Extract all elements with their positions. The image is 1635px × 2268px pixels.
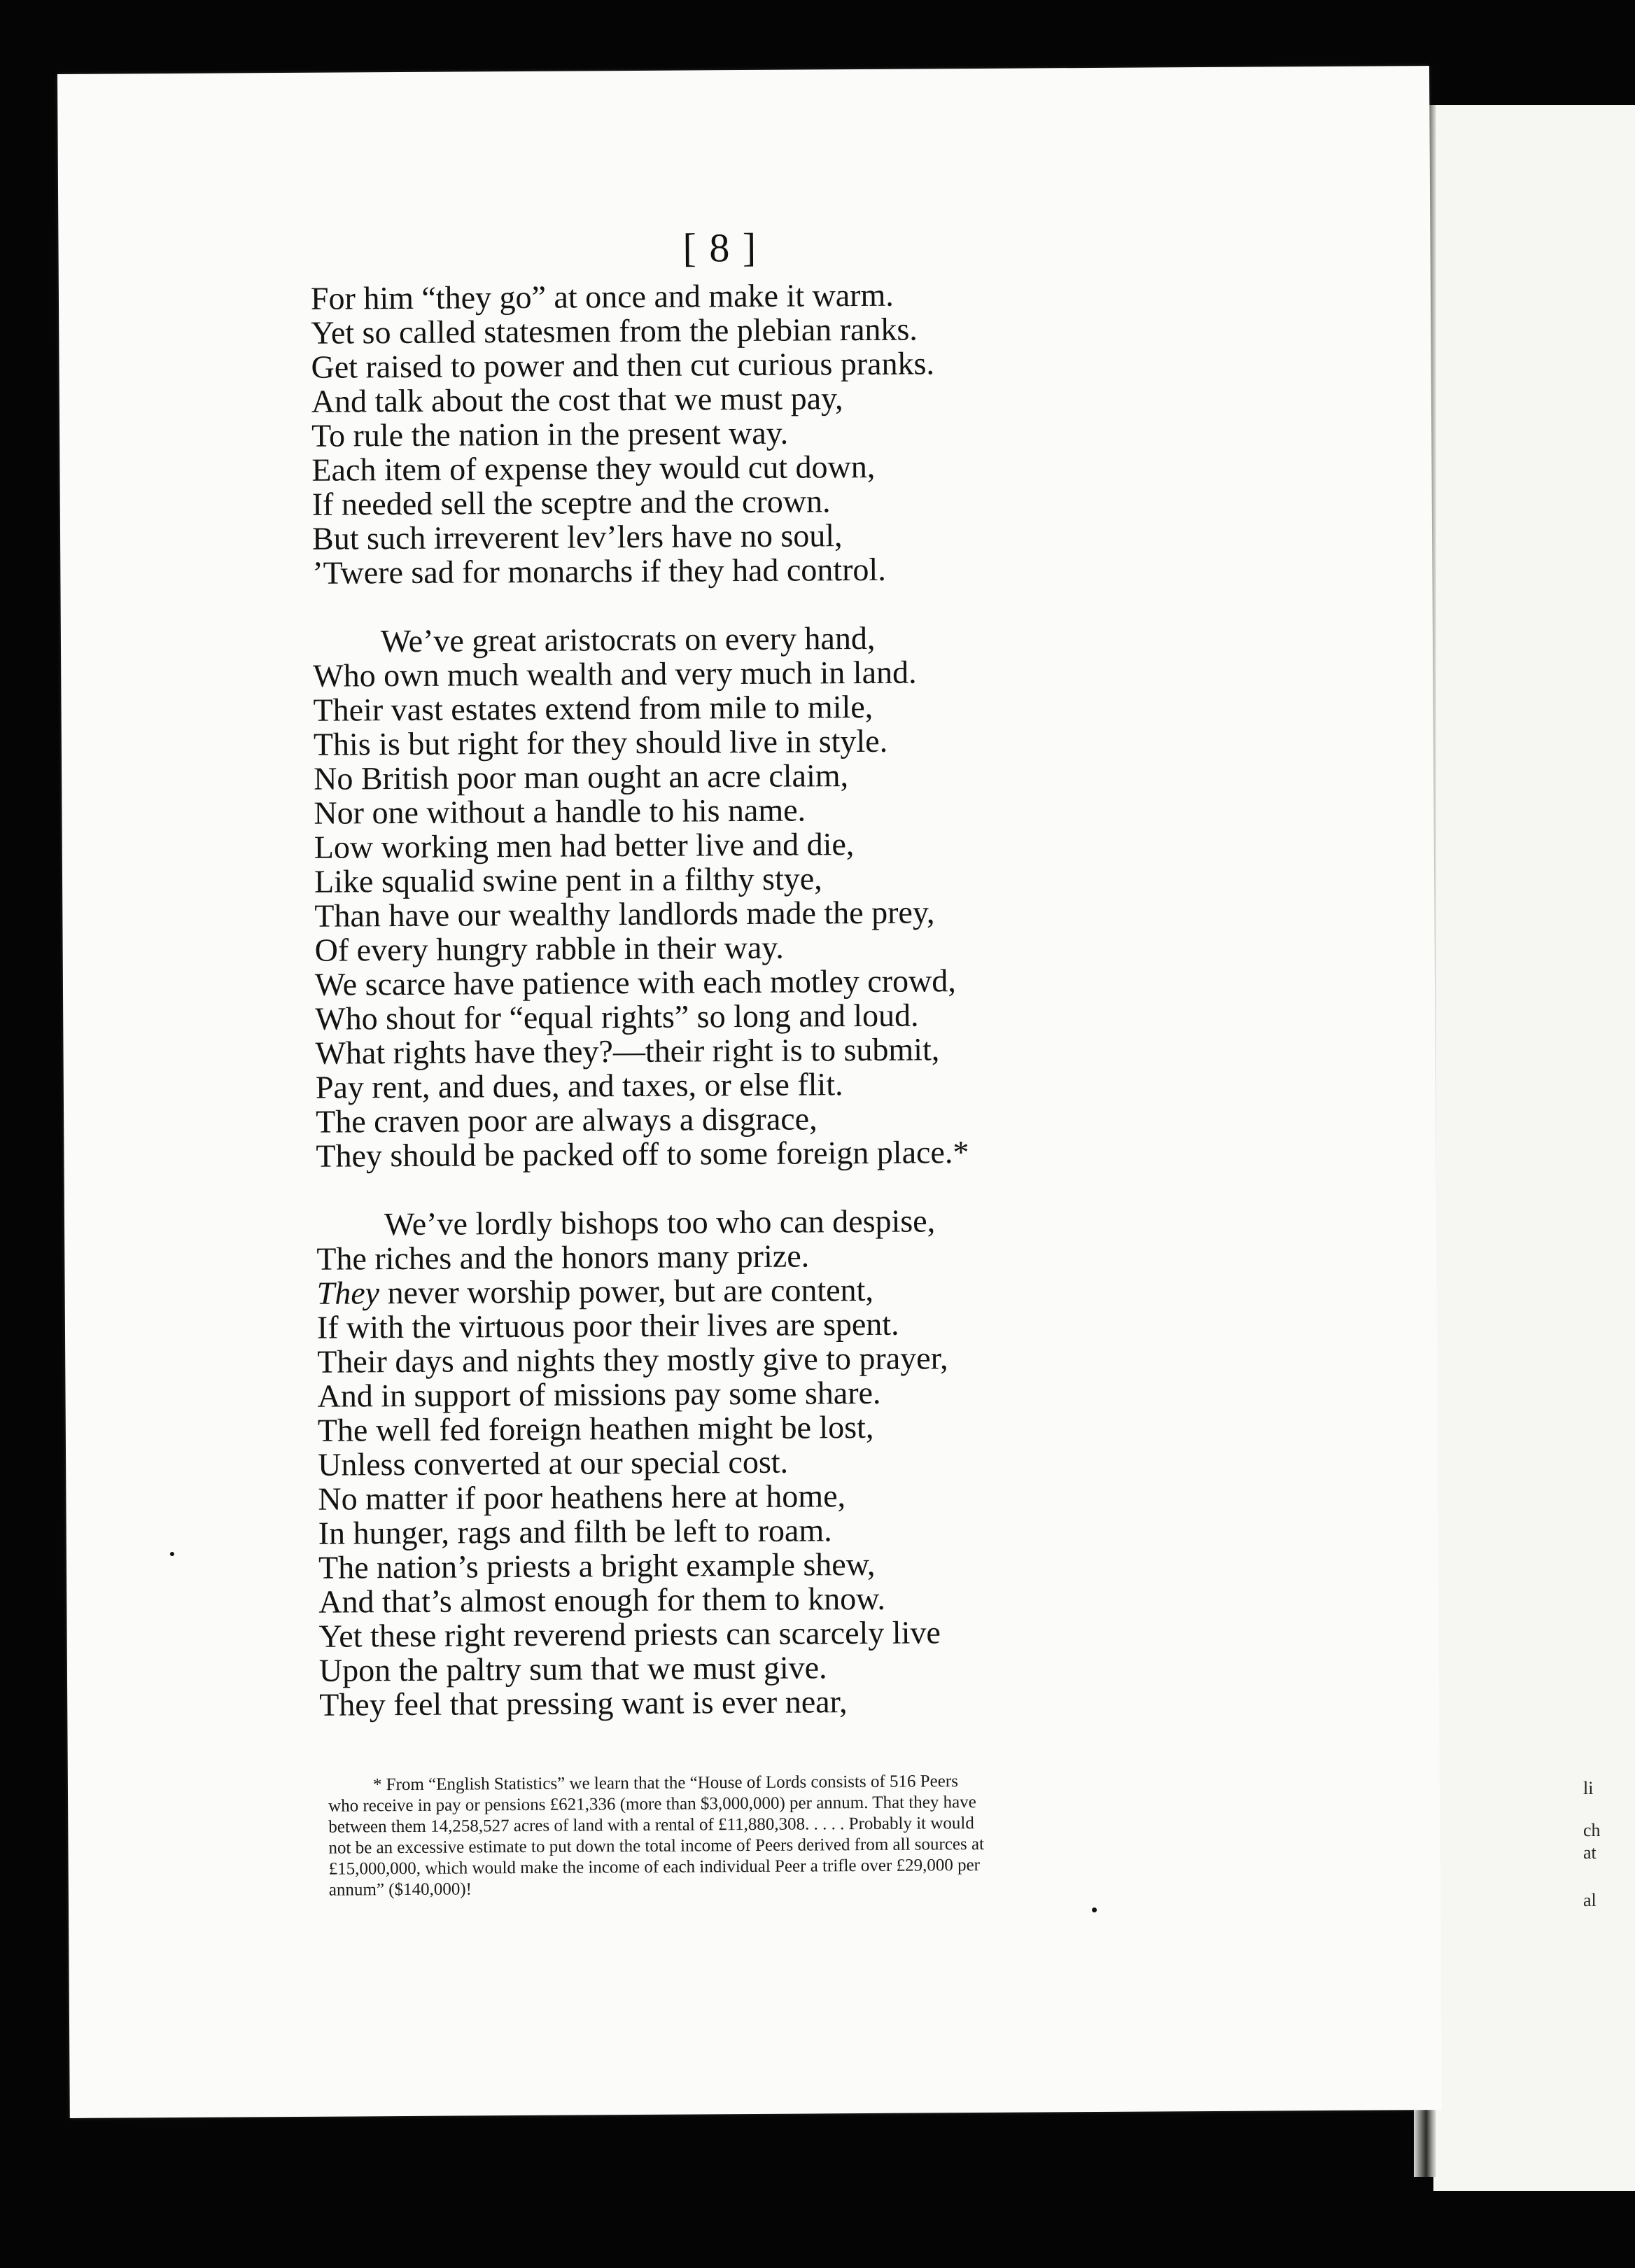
verse-line: ’Twere sad for monarchs if they had control. xyxy=(312,551,886,591)
scan-speck xyxy=(170,1552,174,1556)
verse-line: Get raised to power and then cut curious pranks. xyxy=(311,345,935,385)
verse-line: We scarce have patience with each motley crowd, xyxy=(314,962,956,1002)
verse-line: They should be packed off to some foreign place.* xyxy=(316,1134,969,1174)
stanza-2 xyxy=(313,619,1156,1172)
verse-line: And talk about the cost that we must pay, xyxy=(311,380,843,419)
footnote-line: £15,000,000, which would make the income of each individual Peer a trifle over £29,000 per xyxy=(328,1855,981,1879)
emphasis-word: They xyxy=(316,1275,380,1311)
verse-line: For him “they go” at once and make it warm. xyxy=(310,276,894,316)
footnote-line: annum” ($140,000)! xyxy=(328,1879,472,1900)
verse-line: Who own much wealth and very much in land. xyxy=(313,654,917,694)
stanza-3 xyxy=(316,1202,1159,1721)
verse-line-opening: We’ve great aristocrats on every hand, xyxy=(380,620,876,659)
verse-line: Of every hungry rabble in their way. xyxy=(314,929,784,968)
verse-line: Nor one without a handle to his name. xyxy=(314,792,806,831)
verse-line: If with the virtuous poor their lives are spent. xyxy=(316,1306,899,1345)
document-page xyxy=(57,66,1442,2118)
footnote-line: who receive in pay or pensions £621,336 (more than $3,000,000) per annum. That they have xyxy=(328,1793,976,1816)
verse-line: What rights have they?—their right is to submit, xyxy=(315,1031,940,1071)
facing-page-fragment: ch xyxy=(1583,1820,1601,1840)
verse-line: And that’s almost enough for them to know. xyxy=(318,1580,886,1620)
verse-line: Their vast estates extend from mile to mile, xyxy=(313,688,873,728)
facing-page-fragment: al xyxy=(1583,1890,1597,1910)
verse-line: In hunger, rags and filth be left to roam. xyxy=(318,1512,832,1551)
verse-line: Unless converted at our special cost. xyxy=(317,1443,789,1483)
verse-line: They feel that pressing want is ever near, xyxy=(319,1684,848,1723)
stanza-1 xyxy=(311,276,1153,589)
verse-line: The craven poor are always a disgrace, xyxy=(315,1100,818,1140)
facing-page-fragment: li xyxy=(1583,1778,1594,1798)
footnote-line: between them 14,258,527 acres of land with a rental of £11,880,308. . . . . Probably it would xyxy=(328,1814,974,1837)
verse-line: If needed sell the sceptre and the crown. xyxy=(311,483,831,522)
footnote-line: * From “English Statistics” we learn that the “House of Lords consists of 516 Peers xyxy=(372,1772,958,1795)
verse-line: Their days and nights they mostly give to prayer, xyxy=(317,1340,948,1380)
verse-line: No matter if poor heathens here at home, xyxy=(318,1478,846,1517)
page-number: [ 8 ] xyxy=(682,224,758,271)
verse-line: Upon the paltry sum that we must give. xyxy=(318,1649,827,1688)
verse-line: Low working men had better live and die, xyxy=(314,826,855,865)
verse-line: The nation’s priests a bright example shew, xyxy=(318,1546,876,1586)
footnote xyxy=(328,1770,1239,1901)
facing-page-edge xyxy=(1433,105,1635,2191)
scan-speck xyxy=(1092,1907,1097,1912)
facing-page-fragment: at xyxy=(1583,1842,1597,1863)
verse-line: Than have our wealthy landlords made the prey, xyxy=(314,894,935,934)
verse-line: The well fed foreign heathen might be lost, xyxy=(317,1408,874,1448)
footnote-line: not be an excessive estimate to put down the total income of Peers derived from all sources at xyxy=(328,1834,985,1858)
verse-line: Pay rent, and dues, and taxes, or else flit. xyxy=(315,1066,843,1105)
verse-line: Each item of expense they would cut down, xyxy=(311,448,876,488)
verse-line: Who shout for “equal rights” so long and loud. xyxy=(315,997,919,1037)
verse-line-opening: We’ve lordly bishops too who can despise, xyxy=(384,1203,936,1242)
verse-line: And in support of missions pay some share. xyxy=(317,1374,881,1414)
verse-line: Yet these right reverend priests can scarcely live xyxy=(318,1614,941,1654)
verse-line: They never worship power, but are content, xyxy=(316,1271,874,1311)
verse-line: Like squalid swine pent in a filthy stye, xyxy=(314,860,822,899)
verse-line: Yet so called statesmen from the plebian ranks. xyxy=(311,311,918,351)
verse-line: The riches and the honors many prize. xyxy=(316,1238,810,1277)
verse-line: To rule the nation in the present way. xyxy=(311,414,789,454)
verse-line: But such irreverent lev’lers have no soul, xyxy=(311,517,843,556)
verse-line: This is but right for they should live in style. xyxy=(313,722,888,762)
verse-line: No British poor man ought an acre claim, xyxy=(313,757,849,797)
poem-body xyxy=(311,276,1160,1756)
